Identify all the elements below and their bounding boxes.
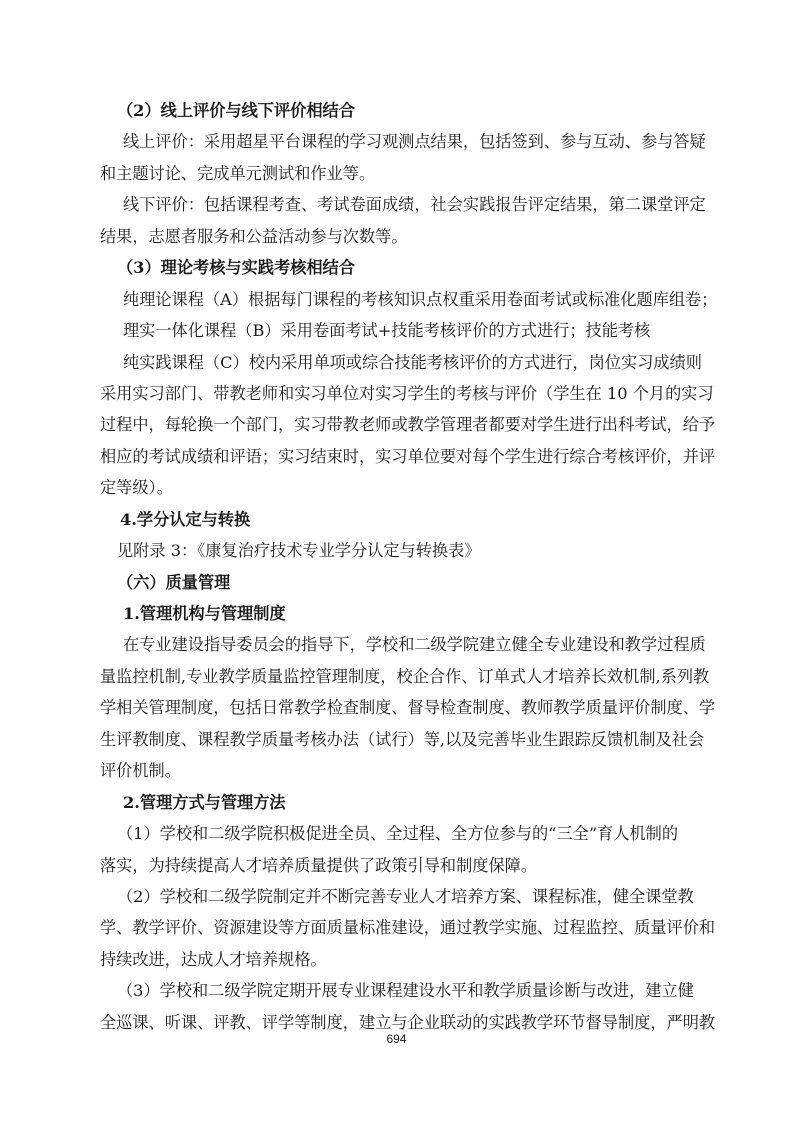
text-line: 采用实习部门、带教老师和实习单位对实习学生的考核与评价（学生在 10 个月的实习 bbox=[100, 383, 714, 403]
page-number: 694 bbox=[386, 1032, 407, 1046]
text-line: 量监控机制,专业教学质量监控管理制度，校企合作、订单式人才培养长效机制,系列教 bbox=[100, 666, 710, 686]
text-line: 线上评价：采用超星平台课程的学习观测点结果，包括签到、参与互动、参与答疑 bbox=[123, 132, 706, 152]
text-line: 学、教学评价、资源建设等方面质量标准建设，通过教学实施、过程监控、质量评价和 bbox=[100, 918, 716, 938]
text-line: 理实一体化课程（B）采用卷面考试+技能考核评价的方式进行；技能考核 bbox=[123, 321, 651, 341]
text-line: （1）学校和二级学院积极促进全员、全过程、全方位参与的“三全”育人机制的 bbox=[117, 824, 679, 844]
text-line: 结果，志愿者服务和公益活动参与次数等。 bbox=[100, 226, 408, 246]
text-line: 纯实践课程（C）校内采用单项或综合技能考核评价的方式进行，岗位实习成绩则 bbox=[123, 352, 702, 372]
text-line: 评价机制。 bbox=[100, 761, 181, 781]
heading-theory-practice: （3）理论考核与实践考核相结合 bbox=[117, 258, 355, 278]
text-line: 线下评价：包括课程考查、考试卷面成绩，社会实践报告评定结果，第二课堂评定 bbox=[123, 195, 706, 215]
text-line: 和主题讨论、完成单元测试和作业等。 bbox=[100, 163, 376, 183]
text-line: 持续改进，达成人才培养规格。 bbox=[100, 949, 327, 969]
text-line: 学相关管理制度，包括日常教学检查制度、督导检查制度、教师教学质量评价制度、学 bbox=[100, 698, 716, 718]
text-line: 相应的考试成绩和评语；实习结束时，实习单位要对每个学生进行综合考核评价，并评 bbox=[100, 446, 716, 466]
heading-credit-recognition: 4.学分认定与转换 bbox=[120, 509, 251, 529]
text-line: 生评教制度、课程教学质量考核办法（试行）等,以及完善毕业生跟踪反馈机制及社会 bbox=[100, 729, 705, 749]
text-line: 定等级）。 bbox=[100, 478, 173, 498]
text-line: 落实，为持续提高人才培养质量提供了政策引导和制度保障。 bbox=[100, 855, 538, 875]
text-line: 全巡课、听课、评教、评学等制度，建立与企业联动的实践教学环节督导制度，严明教 bbox=[100, 1012, 716, 1032]
heading-online-offline: （2）线上评价与线下评价相结合 bbox=[117, 101, 355, 120]
text-line: （2）学校和二级学院制定并不断完善专业人才培养方案、课程标准，健全课堂教 bbox=[117, 886, 694, 906]
heading-quality-management: （六）质量管理 bbox=[117, 572, 231, 592]
text-line: 过程中，每轮换一个部门，实习带教老师或教学管理者都要对学生进行出科考试，给予 bbox=[100, 415, 716, 435]
heading-management-methods: 2.管理方式与管理方法 bbox=[123, 792, 286, 812]
document-body bbox=[100, 95, 718, 1038]
text-line: 在专业建设指导委员会的指导下，学校和二级学院建立健全专业建设和教学过程质 bbox=[123, 635, 706, 655]
text-line: （3）学校和二级学院定期开展专业课程建设水平和教学质量诊断与改进，建立健 bbox=[117, 981, 694, 1001]
heading-management-institution: 1.管理机构与管理制度 bbox=[123, 604, 286, 623]
text-line: 见附录 3：《康复治疗技术专业学分认定与转换表》 bbox=[117, 541, 481, 561]
text-line: 纯理论课程（A）根据每门课程的考核知识点权重采用卷面考试或标准化题库组卷； bbox=[123, 289, 718, 309]
